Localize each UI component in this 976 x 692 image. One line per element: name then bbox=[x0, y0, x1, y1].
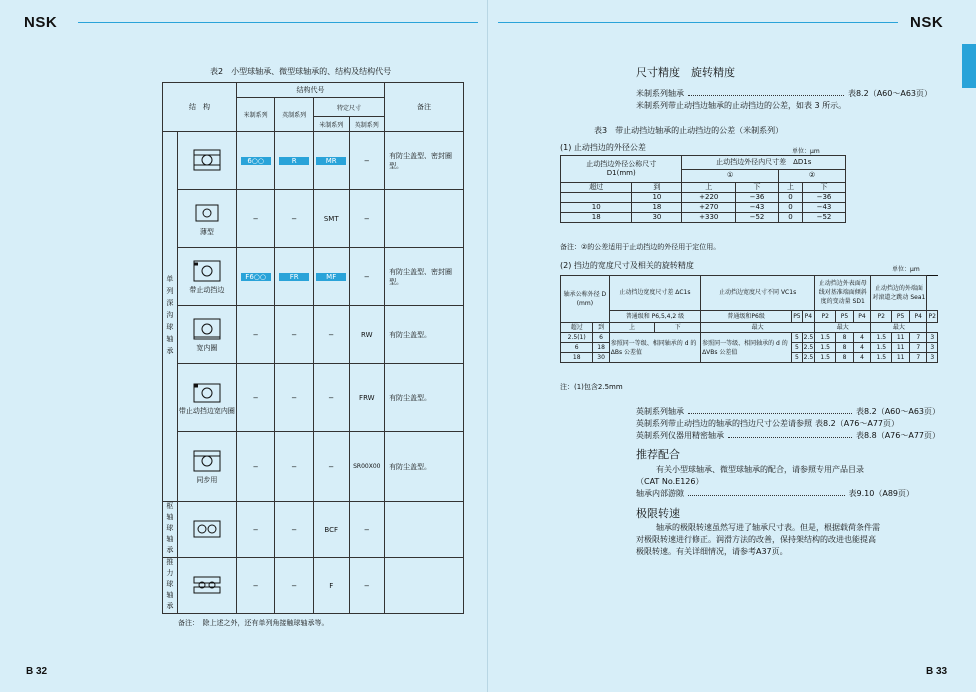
t3a-upper: 上 bbox=[778, 183, 802, 193]
bearing-cell: 宽内圈 bbox=[177, 306, 236, 364]
bearing-cell bbox=[177, 502, 236, 558]
metric-series-line: 米制系列轴承 表8.2（A60～A63页） bbox=[636, 89, 932, 98]
t3a-row: 10 18 +270 −43 0 −43 bbox=[561, 203, 846, 213]
cell-code: − bbox=[236, 364, 274, 432]
th-metric: 米制系列 bbox=[236, 98, 274, 132]
unit-label-1: 单位：μm bbox=[792, 148, 820, 155]
cell-code: − bbox=[275, 502, 313, 558]
th-inch: 英制系列 bbox=[275, 98, 313, 132]
table2-footnote: 备注： 除上述之外，还有单列角接触球轴承等。 bbox=[178, 619, 329, 627]
cell-code: F bbox=[313, 558, 349, 614]
cell-code: − bbox=[275, 432, 313, 502]
th-sp-inch: 英制系列 bbox=[349, 117, 385, 132]
heading-speed: 极限转速 bbox=[636, 507, 680, 520]
page-spine bbox=[487, 0, 488, 692]
cell-note bbox=[385, 190, 464, 248]
bearing-cell bbox=[177, 558, 236, 614]
t3a-c2: ② bbox=[778, 169, 845, 183]
cell-code: − bbox=[313, 432, 349, 502]
table2 bbox=[162, 82, 464, 614]
sub1-title: (1) 止动挡边的外径公差 bbox=[560, 143, 646, 152]
t3b-note: 注：(1)包含2.5mm bbox=[560, 383, 623, 391]
bearing-diagram-icon bbox=[192, 517, 222, 541]
cell-code: − bbox=[236, 306, 274, 364]
cell-code: MF bbox=[313, 248, 349, 306]
heading-fit: 推荐配合 bbox=[636, 448, 680, 461]
cell-code: 6○○ bbox=[236, 132, 274, 190]
cell-code: FR bbox=[275, 248, 313, 306]
t3b-row: 18 30 5 2.5 1.5 8 4 1.5 11 7 3 bbox=[561, 353, 938, 363]
t3a-incl: 到 bbox=[632, 183, 682, 193]
t3b-grade2: 普通级和P6级 bbox=[701, 310, 792, 322]
t3a-note: 备注：②的公差适用于止动挡边的外径用于定位用。 bbox=[560, 243, 721, 251]
cell-note: 有防尘盖型。 bbox=[385, 432, 464, 502]
cell-code: FRW bbox=[349, 364, 385, 432]
t3b-h5: 止动挡边的外端面对滚道之跳动 Sea1 bbox=[871, 276, 927, 311]
section-tab[interactable] bbox=[962, 44, 976, 88]
bearing-diagram-icon bbox=[192, 449, 222, 473]
cell-code: SR00X00 bbox=[349, 432, 385, 502]
t3a-h2: 止动挡边外径内尺寸差 ΔD1s bbox=[682, 156, 846, 170]
cell-code: − bbox=[349, 558, 385, 614]
t3b-row: 2.5(1) 6 参照同一等级、相同轴承的 d 的 ΔBs 公差值 参照同一等级、相同轴承的 d 的 ΔVBs 公差值 5 2.5 1.5 8 4 1.5 11 7 3 bbox=[561, 333, 938, 343]
cell-note: 有防尘盖型。 bbox=[385, 306, 464, 364]
bearing-diagram-icon bbox=[192, 573, 222, 597]
clearance-line: 轴承内部游隙 表9.10（A89页） bbox=[636, 489, 914, 498]
bearing-diagram-icon bbox=[192, 317, 222, 341]
instrument-line: 英制系列仪器用精密轴承 表8.8（A76～A77页） bbox=[636, 431, 940, 440]
t3b-h1: 轴承公称外径 D (mm) bbox=[561, 276, 610, 323]
cell-note bbox=[385, 558, 464, 614]
t3a-upper: 上 bbox=[682, 183, 736, 193]
cell-code: − bbox=[275, 558, 313, 614]
cell-code: − bbox=[275, 364, 313, 432]
t3b-row: 6 18 5 2.5 1.5 8 4 1.5 11 7 3 bbox=[561, 343, 938, 353]
cell-note: 有防尘盖型。 bbox=[385, 364, 464, 432]
bearing-cell: 同步用 bbox=[177, 432, 236, 502]
bearing-cell: 薄型 bbox=[177, 190, 236, 248]
t3a-h1: 止动挡边外径公称尺寸 D1(mm) bbox=[561, 156, 682, 183]
bearing-cell: 带止动挡边 bbox=[177, 248, 236, 306]
t3b-h4: 止动挡边外表面母线对基准端面倾斜度的变动量 SD1 bbox=[815, 276, 871, 311]
cell-note: 有防尘盖型、密封圈型。 bbox=[385, 132, 464, 190]
table3-part1 bbox=[560, 155, 846, 223]
heading-precision: 尺寸精度 旋转精度 bbox=[636, 66, 735, 79]
cell-code: − bbox=[313, 306, 349, 364]
header-rule-left bbox=[78, 22, 478, 23]
page-number-left: B 32 bbox=[26, 666, 48, 677]
cell-code: − bbox=[275, 190, 313, 248]
cell-code: − bbox=[313, 364, 349, 432]
cell-code: − bbox=[236, 502, 274, 558]
table2-title: 表2 小型球轴承、微型球轴承的、结构及结构代号 bbox=[210, 67, 392, 76]
th-special: 特定尺寸 bbox=[313, 98, 384, 117]
table3-title: 表3 带止动挡边轴承的止动挡边的公差（米制系列） bbox=[594, 126, 784, 135]
nsk-logo-left: NSK bbox=[24, 14, 58, 31]
t3b-grade1: 普通级和 P6,5,4,2 级 bbox=[609, 310, 700, 322]
bearing-cell bbox=[177, 132, 236, 190]
cell-code: BCF bbox=[313, 502, 349, 558]
cell-code: − bbox=[349, 248, 385, 306]
th-remarks: 备注 bbox=[385, 83, 464, 132]
th-sp-metric: 米制系列 bbox=[313, 117, 349, 132]
sub2-title: (2) 挡边的宽度尺寸及相关的旋转精度 bbox=[560, 261, 694, 270]
bearing-cell: 带止动挡边宽内圈 bbox=[177, 364, 236, 432]
cell-code: F6○○ bbox=[236, 248, 274, 306]
cell-code: − bbox=[349, 132, 385, 190]
bearing-diagram-icon bbox=[192, 380, 222, 404]
header-rule-right bbox=[498, 22, 898, 23]
cell-code: MR bbox=[313, 132, 349, 190]
bearing-diagram-icon bbox=[192, 259, 222, 283]
nsk-logo-right: NSK bbox=[910, 14, 944, 31]
cell-code: − bbox=[349, 190, 385, 248]
cell-code: RW bbox=[349, 306, 385, 364]
speed-text-2: 对极限转速进行修正。润滑方法的改善，保持架结构的改进也能提高 bbox=[636, 535, 876, 544]
cell-code: − bbox=[236, 432, 274, 502]
bearing-diagram-icon bbox=[192, 148, 222, 172]
cell-note: 有防尘盖型、密封圈型。 bbox=[385, 248, 464, 306]
page-number-right: B 33 bbox=[926, 666, 948, 677]
cell-code: − bbox=[349, 502, 385, 558]
metric-desc: 米制系列带止动挡边轴承的止动挡边的公差，如表 3 所示。 bbox=[636, 101, 847, 110]
group-label-pivot: 枢轴球轴承 bbox=[163, 502, 178, 558]
th-code: 结构代号 bbox=[236, 83, 384, 98]
cell-code: R bbox=[275, 132, 313, 190]
t3a-row: 18 30 +330 −52 0 −52 bbox=[561, 213, 846, 223]
table3-part2: 轴承公称外径 D (mm) 止动挡边宽度尺寸差 ΔC1s 止动挡边宽度尺寸不同 VC1s 止动挡边外表面母线对基准端面倾斜度的变动量 SD1 止动挡边的外端面对滚道之跳动 Sea1 普通级和 P6,5,4,2 级 普通级和P6级 P5 P4 P2 P5 P4 P2 P5 P4 P2 超过 到 上 下 最大 最大 最大 2.5(1) 6 参照同一等级、相同轴承的 d 的 ΔBs 公差值 参照同一等级、相同轴承的 d 的 ΔVBs 公差值 5 2.5 1.5 8 4 1.5 11 7 3 6 18 5 2.5 1.5 8 4 1.5 11 7 3 18 30 5 2.5 1.5 8 4 1.5 11 7 3 bbox=[560, 275, 938, 363]
speed-text-3: 极限转速。有关详细情况，请参考A37页。 bbox=[636, 547, 788, 556]
bearing-diagram-icon bbox=[192, 201, 222, 225]
inch-flange-line: 英制系列带止动挡边的轴承的挡边尺寸公差请参照 表8.2（A76～A77页） bbox=[636, 419, 900, 428]
inch-series-line: 英制系列轴承 表8.2（A60～A63页） bbox=[636, 407, 940, 416]
t3a-c1: ① bbox=[682, 169, 778, 183]
cell-note bbox=[385, 502, 464, 558]
t3b-h3: 止动挡边宽度尺寸不同 VC1s bbox=[701, 276, 815, 311]
t3a-lower: 下 bbox=[736, 183, 779, 193]
fit-text-1: 有关小型球轴承、微型球轴承的配合，请参照专用产品目录 bbox=[656, 465, 864, 474]
cell-code: − bbox=[275, 306, 313, 364]
t3a-row: 10 +220 −36 0 −36 bbox=[561, 193, 846, 203]
t3a-lower: 下 bbox=[803, 183, 846, 193]
th-structure: 结 构 bbox=[163, 83, 237, 132]
cell-code: − bbox=[236, 190, 274, 248]
fit-text-2: （CAT No.E126） bbox=[636, 477, 704, 486]
cell-code: − bbox=[236, 558, 274, 614]
speed-text-1: 轴承的极限转速虽然写进了轴承尺寸表。但是，根据载荷条件需 bbox=[656, 523, 880, 532]
unit-label-2: 单位：μm bbox=[892, 266, 920, 273]
group-label-deep-groove: 单列深沟球轴承 bbox=[163, 132, 178, 502]
t3b-h2: 止动挡边宽度尺寸差 ΔC1s bbox=[609, 276, 700, 311]
cell-code: SMT bbox=[313, 190, 349, 248]
group-label-thrust: 推力球轴承 bbox=[163, 558, 178, 614]
t3a-over: 超过 bbox=[561, 183, 632, 193]
